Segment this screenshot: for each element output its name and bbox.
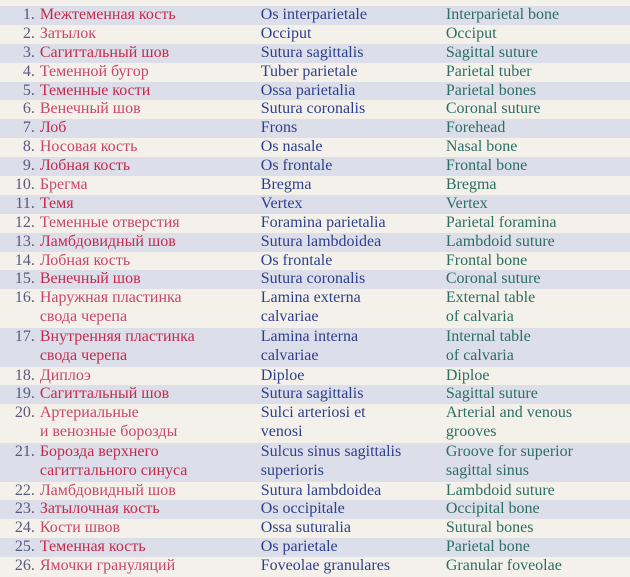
latin-term: Ossa suturalia: [260, 519, 351, 537]
table-row: [0, 100, 630, 119]
latin-term: Tuber parietale: [260, 62, 358, 80]
row-number: 18.: [14, 366, 35, 384]
russian-term: Диплоэ: [39, 366, 91, 384]
table-row: [0, 119, 630, 138]
russian-term: Сагиттальный шов: [39, 43, 170, 61]
row-number: 1.: [22, 6, 35, 23]
table-row: [0, 367, 630, 386]
russian-term: Борозда верхнего сагиттального синуса: [39, 442, 188, 479]
english-term: Arterial and venous grooves: [445, 404, 573, 440]
latin-term: Diploe: [260, 366, 305, 384]
row-number: 26.: [14, 557, 35, 575]
russian-term: Лобная кость: [39, 251, 131, 269]
table-row: [0, 82, 630, 101]
latin-term: Os frontale: [260, 251, 333, 269]
english-term: Lambdoid suture: [445, 481, 555, 499]
row-number: 19.: [14, 385, 35, 403]
russian-term: Наружная пластинка свода черепа: [39, 289, 182, 325]
row-number: 13.: [14, 232, 35, 250]
latin-term: Sutura coronalis: [260, 100, 366, 118]
english-term: Parietal bones: [445, 81, 537, 99]
russian-term: Брегма: [39, 176, 88, 194]
russian-term: Ламбдовидный шов: [39, 232, 176, 250]
russian-term: Теменная кость: [39, 538, 146, 556]
english-term: Frontal bone: [445, 251, 528, 269]
russian-term: Межтеменная кость: [39, 6, 176, 23]
english-term: Coronal suture: [445, 100, 541, 118]
table-row: [0, 519, 630, 538]
russian-term: Венечный шов: [39, 270, 141, 288]
english-term: Parietal tuber: [445, 62, 532, 80]
english-term: Parietal bone: [445, 538, 530, 556]
row-number: 14.: [14, 251, 35, 269]
latin-term: Occiput: [260, 24, 312, 42]
row-number: 23.: [14, 500, 35, 518]
english-term: External table of calvaria: [445, 289, 536, 325]
english-term: Sutural bones: [445, 519, 534, 537]
latin-term: Sulci arteriosi et venosi: [260, 404, 366, 440]
table-row: [0, 157, 630, 176]
row-number: 6.: [22, 100, 35, 118]
latin-term: Sutura lambdoidea: [260, 481, 382, 499]
latin-term: Foramina parietalia: [260, 213, 386, 231]
russian-term: Затылок: [39, 24, 97, 42]
table-row: [0, 289, 630, 328]
latin-term: Lamina externa calvariae: [260, 289, 361, 325]
table-row: [0, 195, 630, 214]
english-term: Sagittal suture: [445, 385, 538, 403]
row-number: 12.: [14, 213, 35, 231]
row-number: 8.: [22, 138, 35, 156]
row-number: 25.: [14, 538, 35, 556]
english-term: Frontal bone: [445, 157, 528, 175]
latin-term: Sutura coronalis: [260, 270, 366, 288]
row-number: 24.: [14, 519, 35, 537]
latin-term: Bregma: [260, 176, 312, 194]
table-row: [0, 538, 630, 557]
table-row: [0, 25, 630, 44]
latin-term: Vertex: [260, 194, 303, 212]
latin-term: Os occipitale: [260, 500, 345, 518]
latin-term: Ossa parietalia: [260, 81, 356, 99]
russian-term: Ямочки грануляций: [39, 557, 176, 575]
english-term: Bregma: [445, 176, 497, 194]
row-number: 15.: [14, 270, 35, 288]
english-term: Occipital bone: [445, 500, 540, 518]
table-row: [0, 63, 630, 82]
row-number: 9.: [22, 157, 35, 175]
table-row: [0, 138, 630, 157]
english-term: Internal table of calvaria: [445, 327, 531, 364]
latin-term: Sutura sagittalis: [260, 385, 364, 403]
row-number: 17.: [14, 327, 35, 345]
latin-term: Os parietale: [260, 538, 338, 556]
english-term: Nasal bone: [445, 138, 518, 156]
english-term: Groove for superior sagittal sinus: [445, 442, 573, 479]
table-row: [0, 252, 630, 271]
russian-term: Внутренняя пластинка свода черепа: [39, 327, 195, 364]
latin-term: Foveolae granulares: [260, 557, 391, 575]
row-number: 5.: [22, 81, 35, 99]
table-row: [0, 233, 630, 252]
english-term: Sagittal suture: [445, 43, 538, 61]
table-row: [0, 404, 630, 443]
latin-term: Os frontale: [260, 157, 333, 175]
russian-term: Сагиттальный шов: [39, 385, 170, 403]
latin-term: Sutura lambdoidea: [260, 232, 382, 250]
table-row: [0, 176, 630, 195]
row-number: 7.: [22, 119, 35, 137]
latin-term: Frons: [260, 119, 298, 137]
russian-term: Темя: [39, 194, 74, 212]
english-term: Forehead: [445, 119, 506, 137]
table-row: [0, 482, 630, 501]
row-number: 3.: [22, 43, 35, 61]
russian-term: Теменной бугор: [39, 62, 149, 80]
russian-term: Кости швов: [39, 519, 121, 537]
latin-term: Os interparietale: [260, 6, 367, 23]
russian-term: Затылочная кость: [39, 500, 160, 518]
english-term: Occiput: [445, 24, 497, 42]
latin-term: Os nasale: [260, 138, 323, 156]
russian-term: Лобная кость: [39, 157, 131, 175]
table-row: [0, 443, 630, 482]
english-term: Parietal foramina: [445, 213, 557, 231]
row-number: 22.: [14, 481, 35, 499]
english-term: Lambdoid suture: [445, 232, 555, 250]
row-number: 10.: [14, 176, 35, 194]
english-term: Interparietal bone: [445, 6, 560, 23]
english-term: Granular foveolae: [445, 557, 562, 575]
russian-term: Теменные отверстия: [39, 213, 180, 231]
table-row: [0, 214, 630, 233]
table-row: [0, 328, 630, 367]
row-number: 2.: [22, 24, 35, 42]
row-number: 20.: [14, 404, 35, 422]
russian-term: Венечный шов: [39, 100, 141, 118]
russian-term: Артериальные и венозные борозды: [39, 404, 178, 440]
latin-term: Sulcus sinus sagittalis superioris: [260, 442, 402, 479]
russian-term: Носовая кость: [39, 138, 138, 156]
russian-term: Лоб: [39, 119, 67, 137]
russian-term: Ламбдовидный шов: [39, 481, 176, 499]
table-row: [0, 44, 630, 63]
latin-term: Lamina interna calvariae: [260, 327, 359, 364]
table-row: [0, 270, 630, 289]
table-row: [0, 500, 630, 519]
russian-term: Теменные кости: [39, 81, 151, 99]
latin-term: Sutura sagittalis: [260, 43, 364, 61]
row-number: 21.: [14, 442, 35, 460]
english-term: Coronal suture: [445, 270, 541, 288]
table-row: [0, 557, 630, 576]
row-number: 11.: [15, 194, 35, 212]
row-number: 16.: [14, 289, 35, 307]
table-row: [0, 385, 630, 404]
row-number: 4.: [22, 62, 35, 80]
table-row: [0, 6, 630, 25]
english-term: Diploe: [445, 366, 490, 384]
english-term: Vertex: [445, 194, 488, 212]
